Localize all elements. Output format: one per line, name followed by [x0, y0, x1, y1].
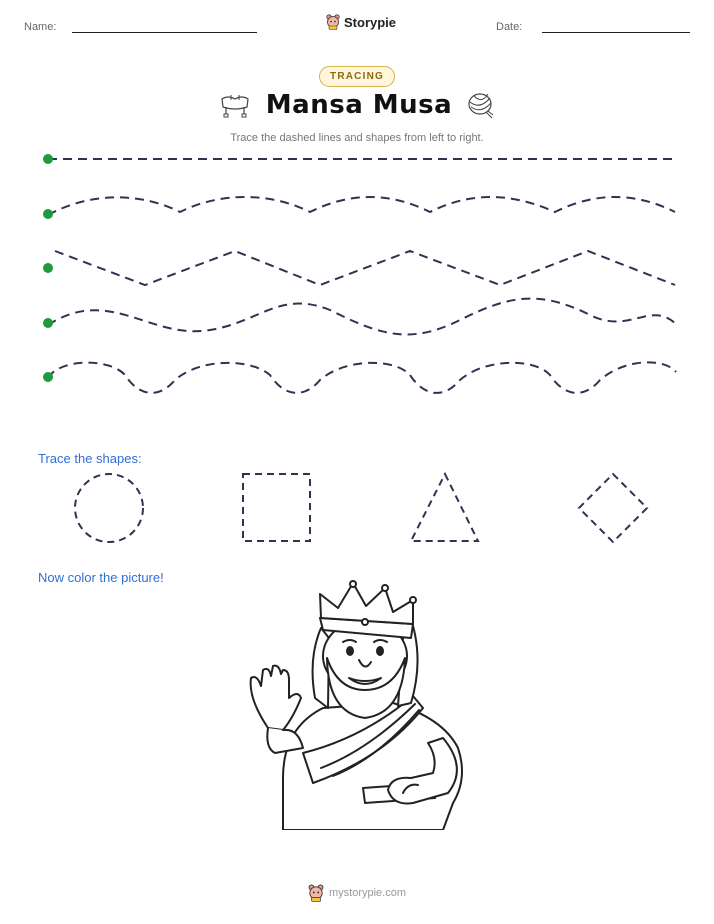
tracing-line-zigzag [55, 251, 675, 285]
tracing-line-wave-3 [48, 362, 676, 393]
storypie-bear-icon [308, 884, 324, 902]
brand-logo [326, 14, 396, 30]
coloring-heading: Now color the picture! [38, 570, 164, 585]
footer-url[interactable]: mystorypie.com [328, 887, 407, 899]
name-label: Name: [24, 21, 57, 33]
start-dot [43, 209, 53, 219]
saddle-icon [218, 91, 252, 119]
storypie-bear-icon [326, 14, 340, 30]
tracing-line-wave-1 [48, 197, 675, 215]
tracing-shapes [0, 465, 714, 555]
square-shape [243, 474, 310, 541]
page-title: Mansa Musa [265, 90, 453, 120]
shapes-heading: Trace the shapes: [38, 451, 142, 466]
start-dot [43, 372, 53, 382]
worksheet-type-badge: TRACING [319, 66, 395, 87]
name-field-line[interactable] [72, 32, 257, 33]
start-dot [43, 318, 53, 328]
tracing-lines [0, 140, 714, 400]
triangle-shape [411, 474, 478, 541]
title-row [0, 90, 714, 120]
date-label: Date: [496, 21, 523, 33]
start-dot [43, 154, 53, 164]
turban-icon [466, 90, 496, 120]
diamond-shape [579, 474, 647, 542]
mansa-musa-coloring-picture [243, 578, 471, 830]
start-dot [43, 263, 53, 273]
instructions: Trace the dashed lines and shapes from left to right. [230, 132, 484, 144]
brand-name: Storypie [344, 14, 397, 30]
circle-shape [75, 474, 143, 542]
date-field-line[interactable] [542, 32, 690, 33]
footer [308, 884, 406, 902]
tracing-line-wave-2 [48, 299, 676, 335]
